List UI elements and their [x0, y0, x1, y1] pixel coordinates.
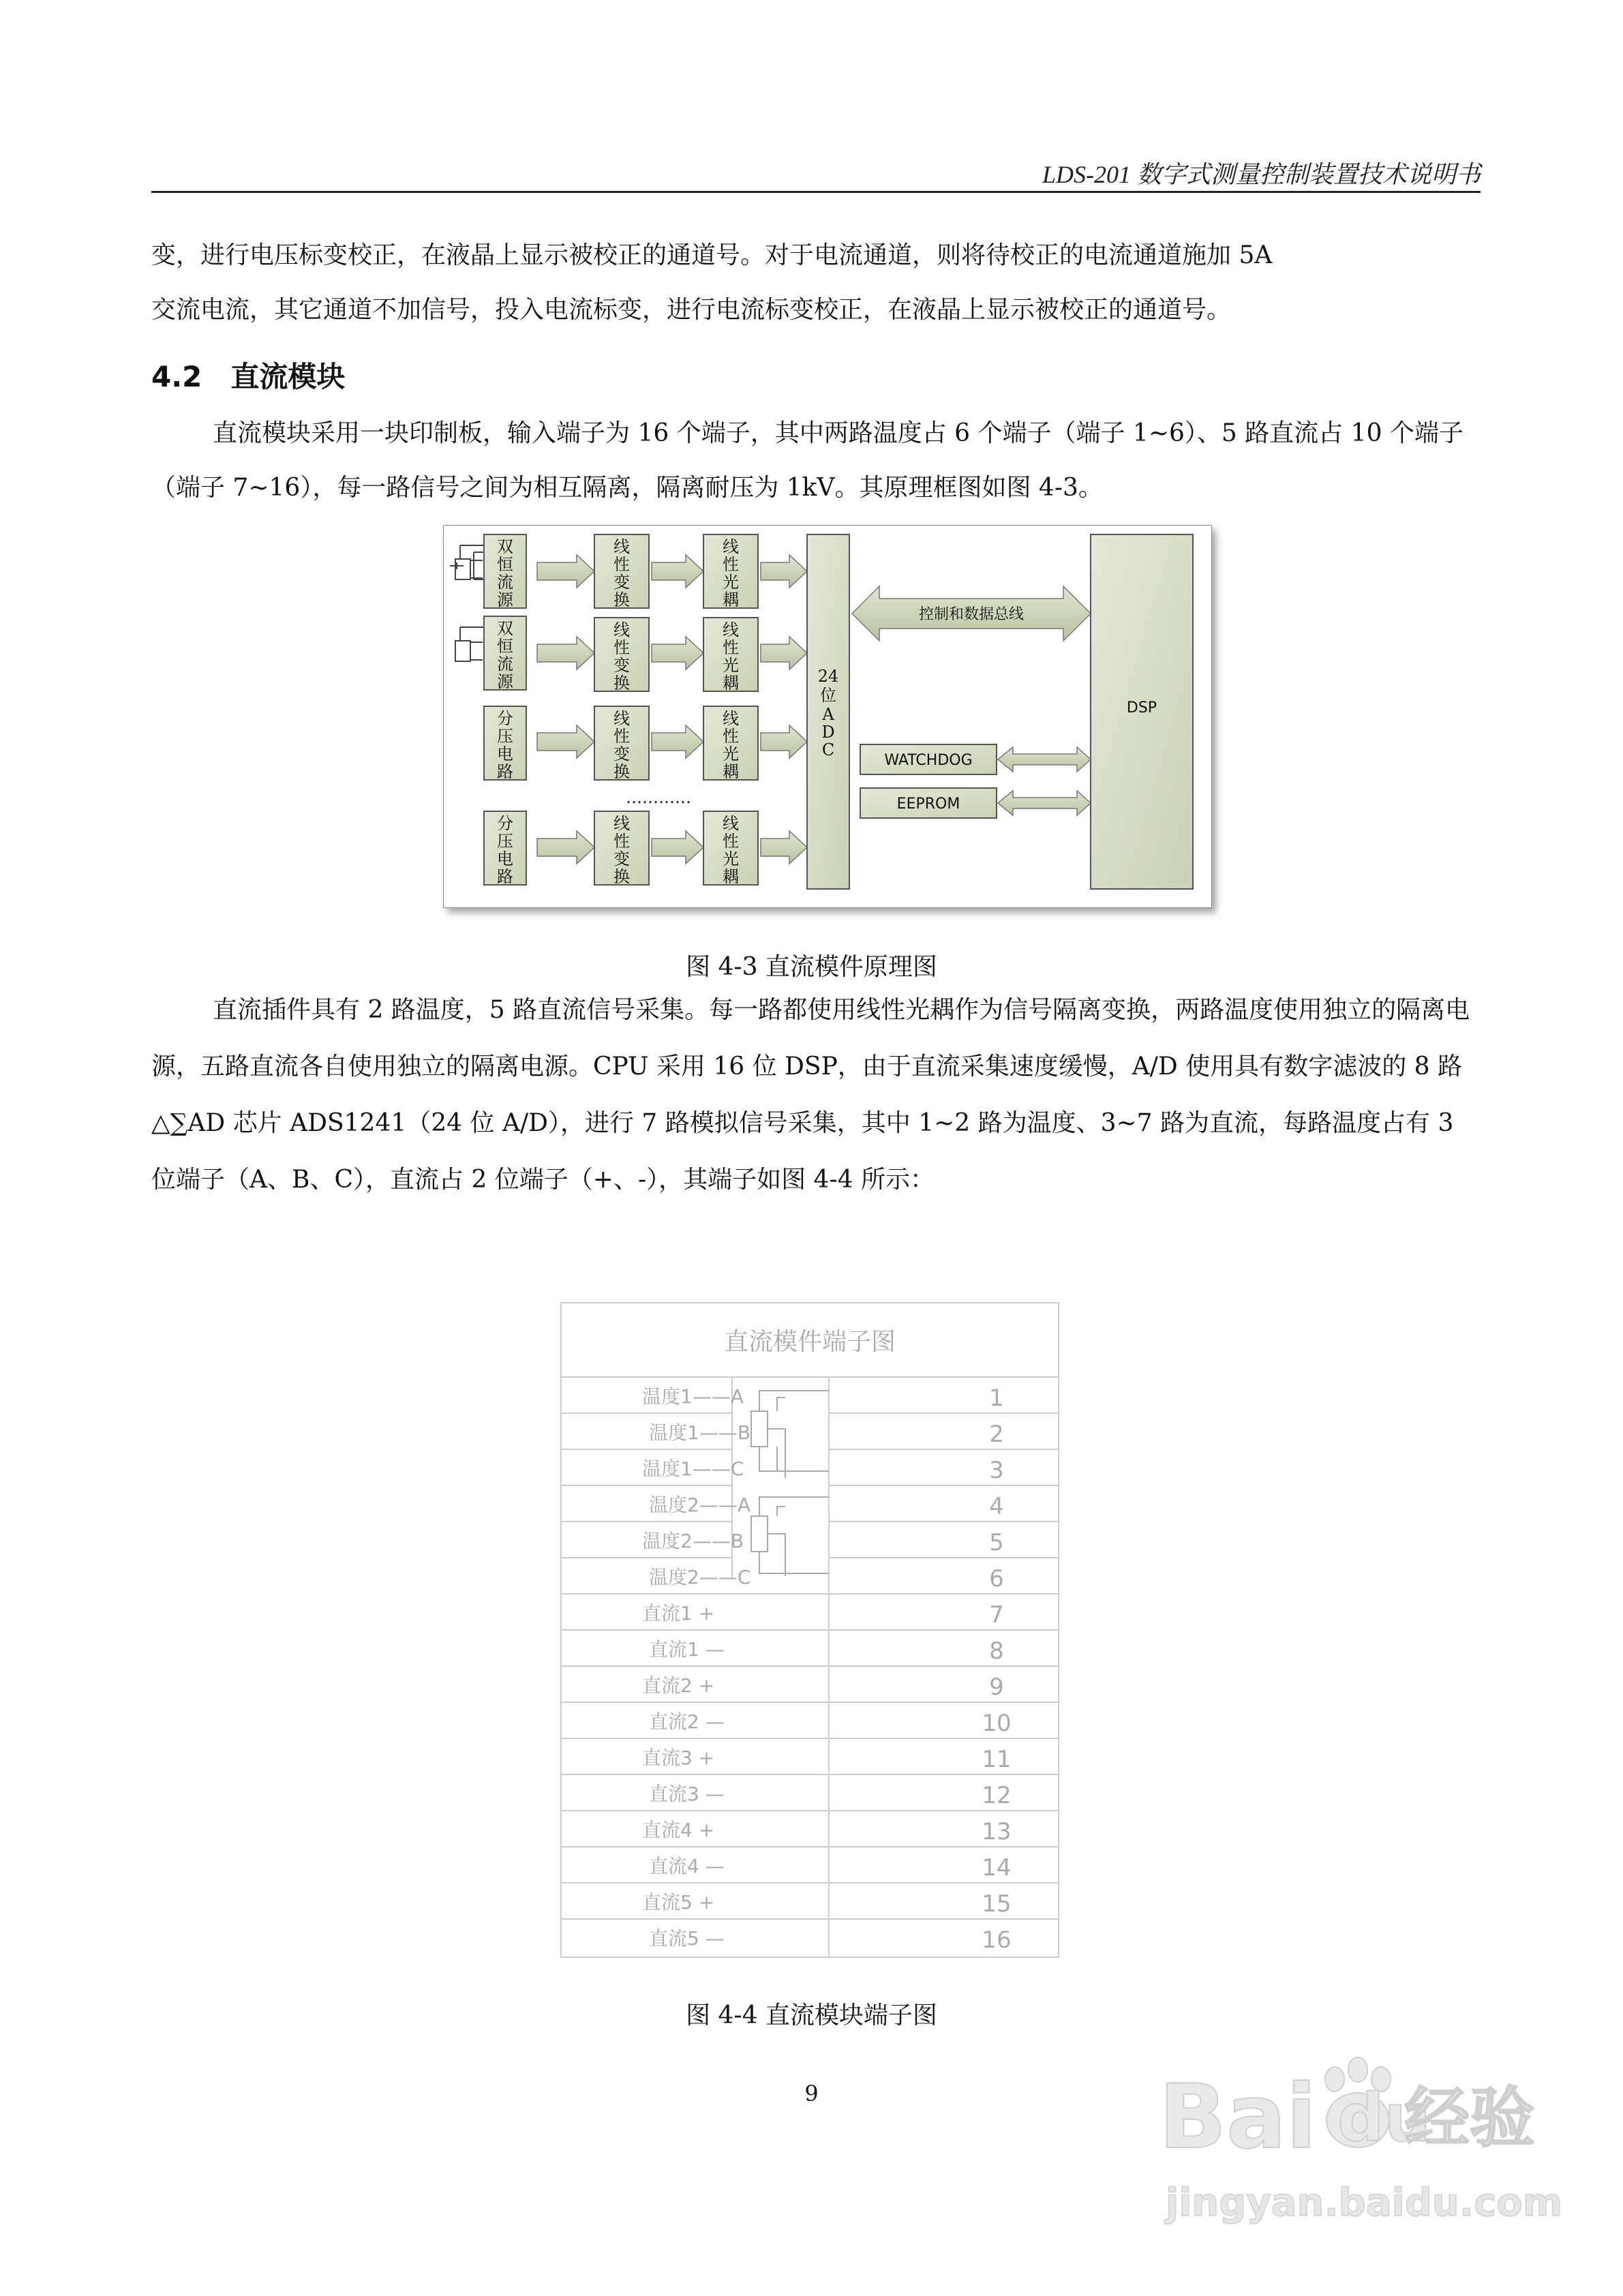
terminal-number: 14 [982, 1854, 1012, 1882]
terminal-label: 直流5 — [649, 1927, 725, 1950]
lt4-char-4: 换 [613, 867, 630, 886]
terminal-title: 直流模件端子图 [723, 1328, 896, 1356]
eeprom-label: EEPROM [896, 796, 960, 813]
lt1-char-1: 线 [613, 537, 630, 556]
watchdog-label: WATCHDOG [884, 752, 973, 769]
terminal-number: 6 [989, 1565, 1004, 1593]
page-number: 9 [804, 2081, 819, 2106]
lt2-char-4: 换 [613, 674, 630, 693]
terminal-label: 温度1——A [642, 1385, 744, 1408]
adc-char-1: 24 [817, 667, 839, 686]
source1-char-2: 恒 [497, 555, 513, 574]
document-title: LDS-201 数字式测量控制装置技术说明书 [1042, 161, 1481, 188]
lt1-char-2: 性 [613, 555, 630, 574]
div2-char-4: 路 [497, 867, 513, 886]
lo4-char-2: 性 [723, 832, 739, 851]
terminal-label: 直流2 + [642, 1674, 715, 1697]
lt2-char-2: 性 [613, 638, 630, 657]
baidu-jingyan-watermark [1145, 2031, 1581, 2250]
lo1-char-2: 性 [723, 555, 739, 574]
lt2-char-1: 线 [613, 620, 630, 639]
lt3-char-3: 变 [613, 744, 630, 764]
intro-line-1: 变，进行电压标变校正，在液晶上显示被校正的通道号。对于电流通道，则将待校正的电流通道施加 5A [151, 241, 1273, 269]
lo4-char-4: 耦 [723, 867, 739, 886]
paragraph-dc-module: 直流模块采用一块印制板，输入端子为 16 个端子，其中两路温度占 6 个端子（端子 1~6）、5 路直流占 10 个端子（端子 7~16），每一路信号之间为相互隔离，隔离耐压为 1kV。其原理框图如图 4-3。 [151, 419, 1463, 502]
terminal-label: 直流3 — [649, 1783, 725, 1806]
lt3-char-2: 性 [613, 727, 630, 746]
terminal-number: 15 [982, 1890, 1012, 1918]
terminal-number: 9 [989, 1674, 1004, 1702]
section-title: 直流模块 [230, 360, 346, 393]
lt4-char-1: 线 [613, 814, 630, 833]
lo3-char-4: 耦 [723, 762, 739, 781]
dc-module-terminal-diagram [560, 1302, 1059, 1958]
source1-char-1: 双 [497, 537, 513, 556]
lt4-char-2: 性 [613, 832, 630, 851]
terminal-label: 直流1 + [642, 1602, 715, 1625]
terminal-number: 10 [982, 1710, 1012, 1738]
terminal-label: 温度1——C [642, 1457, 744, 1481]
adc-char-4: D [821, 723, 835, 742]
lo2-char-2: 性 [723, 638, 739, 657]
lt3-char-1: 线 [613, 709, 630, 728]
terminal-number: 16 [982, 1927, 1012, 1954]
terminal-label: 直流2 — [649, 1710, 725, 1734]
lt2-char-3: 变 [613, 656, 630, 675]
div1-char-4: 路 [497, 762, 513, 781]
page-header [151, 153, 1481, 193]
terminal-number: 1 [989, 1385, 1004, 1413]
lt4-char-3: 变 [613, 849, 630, 868]
div2-char-2: 压 [497, 832, 513, 851]
div1-char-3: 电 [497, 744, 513, 764]
lo4-char-1: 线 [723, 814, 739, 833]
terminal-number: 11 [982, 1746, 1012, 1774]
bus-label: 控制和数据总线 [918, 606, 1025, 623]
div2-char-1: 分 [497, 814, 513, 833]
dsp-label: DSP [1126, 699, 1157, 716]
div1-char-1: 分 [497, 709, 513, 728]
terminal-number: 7 [989, 1601, 1004, 1629]
watermark-url: jingyan.baidu.com [1166, 2181, 1563, 2225]
terminal-number: 13 [982, 1818, 1012, 1846]
terminal-number: 5 [989, 1529, 1004, 1557]
section-number: 4.2 [151, 360, 202, 393]
intro-line-2: 交流电流，其它通道不加信号，投入电流标变，进行电流标变校正，在液晶上显示被校正的通道号。 [151, 296, 1232, 324]
source2-char-1: 双 [497, 619, 513, 638]
lo3-char-1: 线 [723, 709, 739, 728]
dc-module-block-diagram [443, 525, 1212, 908]
adc-char-2: 位 [820, 686, 836, 705]
adc-char-5: C [821, 740, 835, 759]
lo4-char-3: 光 [723, 849, 739, 868]
source1-char-4: 源 [497, 590, 513, 609]
terminal-label: 直流4 — [649, 1855, 725, 1878]
lo1-char-3: 光 [723, 573, 739, 592]
lo1-char-4: 耦 [723, 590, 739, 609]
lo2-char-3: 光 [723, 656, 739, 675]
paragraph-dc-plugin: 直流插件具有 2 路温度，5 路直流信号采集。每一路都使用线性光耦作为信号隔离变换，两路温度使用独立的隔离电源，五路直流各自使用独立的隔离电源。CPU 采用 16 位 DSP，由于直流采集速度缓慢，A/D 使用具有数字滤波的 8 路△∑AD 芯片 ADS1241（24 位 A/D），进行 7 路模拟信号采集，其中 1~2 路为温度、3~7 路为直流，每路温度占有 3 位端子（A、B、C），直流占 2 位端子（+、-），其端子如图 4-4 所示： [151, 996, 1470, 1194]
terminal-label: 温度2——A [649, 1494, 750, 1517]
source2-char-2: 恒 [497, 637, 513, 656]
terminal-label: 直流3 + [642, 1747, 715, 1770]
watermark-brand-cn: 经验 [1404, 2080, 1535, 2156]
source2-char-3: 流 [497, 654, 513, 674]
terminal-label: 直流1 — [649, 1638, 725, 1661]
terminal-label: 温度2——C [649, 1566, 751, 1589]
terminal-number: 8 [989, 1637, 1004, 1665]
watermark-paw-text: du [1337, 2080, 1431, 2156]
ellipsis: ………… [626, 788, 691, 807]
terminal-label: 温度2——B [642, 1530, 744, 1553]
figure-4-3-caption: 图 4-3 直流模件原理图 [686, 953, 937, 981]
terminal-number: 2 [989, 1421, 1004, 1449]
div1-char-2: 压 [497, 727, 513, 746]
lo1-char-1: 线 [723, 537, 739, 556]
terminal-label: 直流4 + [642, 1819, 715, 1842]
lo3-char-2: 性 [723, 727, 739, 746]
terminal-label: 直流5 + [642, 1891, 715, 1914]
terminal-number: 4 [989, 1493, 1004, 1521]
lt1-char-4: 换 [613, 590, 630, 609]
source2-char-4: 源 [497, 672, 513, 691]
div2-char-3: 电 [497, 849, 513, 868]
lo3-char-3: 光 [723, 744, 739, 764]
lt1-char-3: 变 [613, 573, 630, 592]
figure-4-4-caption: 图 4-4 直流模块端子图 [686, 2002, 937, 2029]
watermark-brand: Bai [1159, 2065, 1317, 2169]
adc-char-3: A [822, 705, 834, 724]
lt3-char-4: 换 [613, 762, 630, 781]
terminal-label: 温度1——B [649, 1421, 751, 1445]
section-heading [151, 354, 345, 395]
source1-char-3: 流 [497, 573, 513, 592]
terminal-number: 3 [989, 1457, 1004, 1485]
lo2-char-4: 耦 [723, 674, 739, 693]
lo2-char-1: 线 [723, 620, 739, 639]
terminal-number: 12 [982, 1782, 1012, 1810]
